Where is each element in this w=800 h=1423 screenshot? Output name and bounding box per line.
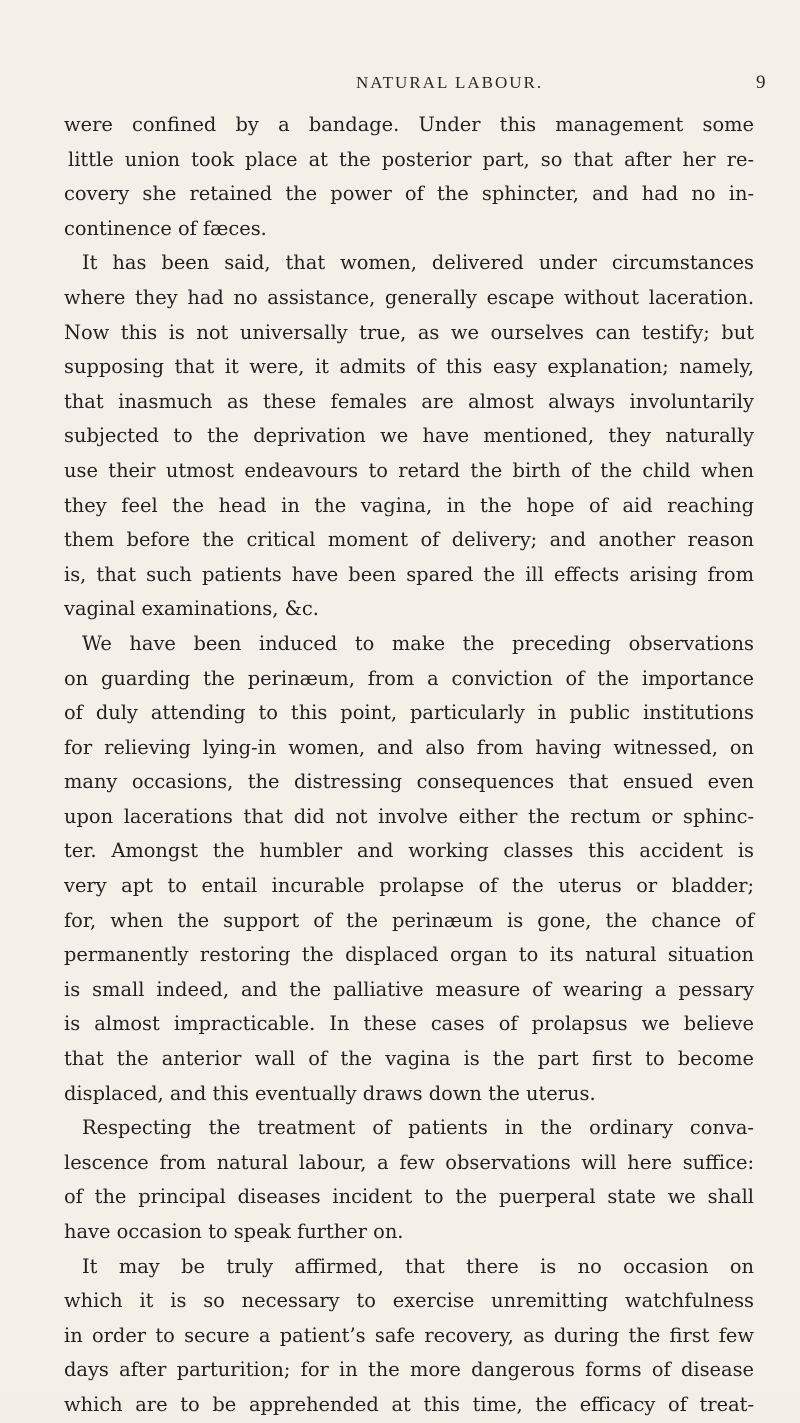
text-line: displaced, and this eventually draws down the uterus. (64, 1081, 596, 1105)
text-line: Now this is not universally true, as we ourselves can testify; but (64, 320, 754, 344)
text-line: It has been said, that women, delivered under circumstances (82, 251, 754, 275)
text-line: which it is so necessary to exercise unremitting watchfulness (64, 1289, 754, 1313)
text-line: days after parturition; for in the more dangerous forms of disease (64, 1358, 754, 1382)
text-line: that inasmuch as these females are almost always involuntarily (64, 389, 754, 413)
text-line: of the principal diseases incident to the puerperal state we shall (64, 1185, 754, 1209)
text-line: in order to secure a patient’s safe recovery, as during the first few (64, 1323, 754, 1347)
text-line: of duly attending to this point, particularly in public institutions (64, 701, 754, 725)
text-line: upon lacerations that did not involve either the rectum or sphinc- (64, 804, 754, 828)
text-line: supposing that it were, it admits of this easy explanation; namely, (64, 355, 754, 379)
text-line: little union took place at the posterior part, so that after her re- (68, 147, 754, 171)
text-line: have occasion to speak further on. (64, 1220, 404, 1243)
text-line: Respecting the treatment of patients in the ordinary conva- (82, 1116, 754, 1140)
running-head (0, 73, 800, 97)
text-line: for relieving lying-in women, and also from having witnessed, on (64, 735, 754, 759)
text-line: covery she retained the power of the sphincter, and had no in- (64, 182, 754, 206)
body-text (64, 108, 754, 1423)
running-title: NATURAL LABOUR. (356, 73, 544, 92)
text-line: vaginal examinations, &c. (64, 597, 319, 621)
text-line: which are to be apprehended at this time, the efficacy of treat- (64, 1392, 754, 1416)
text-line: for, when the support of the perinæum is gone, the chance of (64, 908, 754, 932)
text-line: use their utmost endeavours to retard the birth of the child when (64, 458, 754, 482)
text-line: continence of fæces. (64, 216, 267, 240)
text-line: We have been induced to make the preceding observations (82, 631, 754, 655)
text-line: very apt to entail incurable prolapse of the uterus or bladder; (64, 874, 754, 898)
text-line: permanently restoring the displaced organ to its natural situation (64, 943, 754, 967)
text-line: many occasions, the distressing consequences that ensued even (64, 770, 754, 794)
text-line: ter. Amongst the humbler and working classes this accident is (64, 839, 754, 863)
text-line: is small indeed, and the palliative measure of wearing a pessary (64, 977, 754, 1001)
text-line: lescence from natural labour, a few observations will here suffice: (64, 1150, 754, 1174)
text-line: on guarding the perinæum, from a conviction of the importance (64, 666, 754, 690)
text-line: subjected to the deprivation we have mentioned, they naturally (64, 424, 754, 448)
text-line: is almost impracticable. In these cases of prolapsus we believe (64, 1012, 754, 1036)
text-line: were confined by a bandage. Under this management some (64, 113, 754, 136)
text-line: them before the critical moment of delivery; and another reason (64, 528, 754, 552)
text-line: where they had no assistance, generally escape without laceration. (64, 285, 754, 309)
text-line: that the anterior wall of the vagina is the part first to become (64, 1047, 754, 1071)
text-line: is, that such patients have been spared the ill effects arising from (64, 562, 754, 586)
page-number: 9 (756, 72, 766, 93)
text-line: It may be truly affirmed, that there is no occasion on (82, 1254, 754, 1278)
text-line: they feel the head in the vagina, in the hope of aid reaching (64, 493, 754, 517)
